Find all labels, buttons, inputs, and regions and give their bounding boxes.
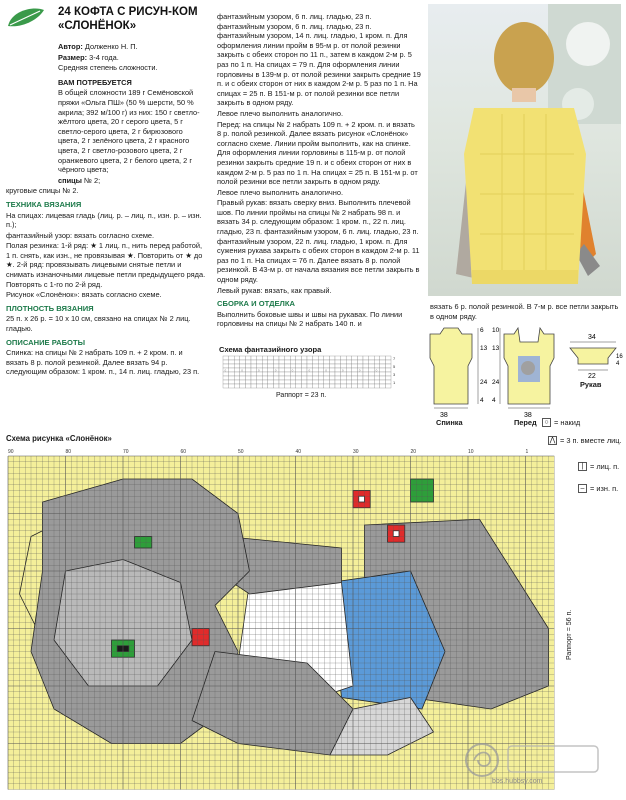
gauge-heading: ПЛОТНОСТЬ ВЯЗАНИЯ: [6, 303, 94, 313]
sleeve-label: Рукав: [580, 380, 602, 389]
legend-k3tog-text: = 3 п. вместе лиц.: [560, 436, 622, 445]
chart-column-number: 40: [295, 449, 302, 455]
photo-caption: вязать 6 р. полой резинкой. В 7-м р. все петли закрыть в одном ряду.: [430, 302, 619, 321]
sleeve-dim-cuff: 4: [616, 361, 620, 367]
purl-symbol: –: [578, 484, 587, 493]
front-dim-1: 10: [492, 327, 500, 334]
pattern-row-number: 7: [393, 356, 396, 361]
knit-symbol: |: [578, 462, 587, 471]
chart-column-number: 60: [180, 449, 187, 455]
flower-center-1: [359, 496, 365, 502]
chart-column-number: 90: [8, 449, 14, 455]
chart-column-number: 20: [410, 449, 417, 455]
front-dim-4: 4: [492, 397, 496, 404]
difficulty-text: Средняя степень сложности.: [58, 63, 158, 73]
left-shoulder-note-1: Левое плечо выполнить аналогично.: [217, 108, 343, 118]
pattern-yarn-over: ○: [274, 368, 277, 373]
technique-text-3: Полая резинка: 1-й ряд: ★ 1 лиц. п., нить перед работой, 1 п. снять, как изн., не провязывая ★. Повторить от ★ до ★. 2-й ряд: провязывать лицевыми снятые петли и снимать изнаночными лицевые петли предыдущего ряда. Повторять с 1-го по 2-й ряд.: [6, 241, 206, 289]
legend-knit-text: = лиц. п.: [590, 462, 620, 471]
elephant-chart-title: Схема рисунка «Слонёнок»: [6, 434, 112, 443]
legend-yarn-over: [542, 418, 580, 427]
pattern-yarn-over: ○: [375, 368, 378, 373]
author-label: Автор:: [58, 42, 83, 51]
back-label: Спинка: [436, 418, 463, 427]
sleeve-schema: [570, 342, 616, 370]
sleeve-bottom-width: 22: [588, 373, 596, 380]
right-sleeve-text: Правый рукав: вязать сверху вниз. Выполнить плечевой шов. По линии проймы на спицы № 2 набрать 98 п. и вязать 34 р. следующим образом: 1 кром. п., 22 п. лиц. гладью, 23 п. фантазийным узором, 6 п. лиц. гладью, 23 п. фантазийным узором, 22 п. лиц. гладью, 1 кром. п. Для сужения рукава закрыть с обеих сторон в каждом 2-м р. 11 раз по 1 п. На спицах = 76 п. Далее вязать 8 р. полой резинкой. В 43-м р. от начала вязания все петли закрыть в одном ряду.: [217, 198, 420, 285]
assembly-text: Выполнить боковые швы и швы на рукавах. По линии горловины на спицы № 2 набрать 140 п. и: [217, 309, 403, 329]
size-value: 3-4 года.: [89, 52, 119, 62]
front-label: Перед: [514, 418, 537, 427]
technique-text-2: фантазийный узор: вязать согласно схеме.: [6, 230, 155, 240]
pattern-chart-title: Схема фантазийного узора: [219, 345, 322, 354]
sleeve-top-width: 34: [588, 334, 596, 341]
front-dim-2: 13: [492, 345, 500, 352]
chart-column-number: 50: [238, 449, 244, 455]
legend-purl: [578, 484, 618, 493]
description-text: Спинка: на спицы № 2 набрать 109 п. + 2 кром. п. и вязать 8 р. полой резинкой. Далее вязать 94 р. следующим образом: 1 кром. п., 14 п. лиц. гладью, 23 п.: [6, 348, 200, 377]
technique-text-1: На спицах: лицевая гладь (лиц. р. – лиц. п., изн. р. – изн. п.);: [6, 210, 202, 230]
meta-block: [6, 42, 206, 185]
materials-text: В общей сложности 189 г Семёновской пряжи «Ольга ПШ» (50 % шерсти, 50 % акрила; 392 м/100 г) из них: 150 г светло-жёлтого цвета, 20 г серого цвета, 5 г светло-серого цвета, 2 г бирюзового цвета, 2 г зелёного цвета, 2 г красного цвета, 2 г светло-розового цвета, 2 г оранжевого цвета, 2 г белого цвета, 2 г чёрного цвета;: [58, 88, 200, 175]
gauge-text: 25 п. х 26 р. = 10 х 10 см, связано на спицах № 2 лиц. гладью.: [6, 314, 191, 334]
front-dim-3: 24: [492, 379, 500, 386]
needles-label: спицы: [58, 175, 82, 185]
flower-center-2: [393, 531, 399, 537]
model-photo: [428, 4, 621, 296]
front-width-label: 38: [524, 412, 532, 419]
pattern-chart: [219, 355, 409, 389]
pattern-rapport: Раппорт = 23 п.: [276, 392, 327, 399]
chart-column-number: 10: [468, 449, 474, 455]
back-schema: [430, 328, 478, 408]
left-column: [6, 42, 206, 378]
pattern-yarn-over: ○: [291, 368, 294, 373]
left-shoulder-note-2: Левое плечо выполнить аналогично.: [217, 187, 343, 197]
pattern-yarn-over: ○: [308, 368, 311, 373]
pattern-yarn-over: ○: [224, 368, 227, 373]
bow: [192, 629, 209, 646]
back-dim-4: 4: [480, 397, 484, 404]
materials-heading: ВАМ ПОТРЕБУЕТСЯ: [58, 77, 132, 87]
pattern-row-number: 3: [393, 372, 396, 377]
left-sleeve-text: Левый рукав: вязать, как правый.: [217, 285, 332, 295]
pattern-row-number: 1: [393, 380, 396, 385]
front-schema: [500, 328, 554, 408]
back-dim-2: 13: [480, 345, 488, 352]
legend-k3tog: [548, 436, 622, 445]
pattern-yarn-over: ○: [241, 368, 244, 373]
back-dim-3: 24: [480, 379, 488, 386]
sleeve-dim-length: 16: [616, 354, 623, 360]
legend-purl-text: = изн. п.: [590, 484, 619, 493]
technique-heading: ТЕХНИКА ВЯЗАНИЯ: [6, 199, 82, 209]
page-title: 24 КОФТА С РИСУН-КОМ «СЛОНЁНОК»: [58, 6, 198, 32]
k3tog-symbol: ⋀: [549, 437, 556, 444]
author-value: Долженко Н. П.: [84, 42, 138, 51]
size-label: Размер:: [58, 52, 88, 62]
pattern-yarn-over: ○: [358, 368, 361, 373]
chart-column-number: 30: [353, 449, 359, 455]
pattern-yarn-over: ○: [257, 368, 260, 373]
assembly-heading: СБОРКА И ОТДЕЛКА: [217, 299, 295, 309]
chart-column-number: 80: [65, 449, 72, 455]
yarn-over-symbol: ○: [542, 418, 551, 427]
back-continuation: фантазийным узором, 6 п. лиц. гладью, 23 п. фантазийным узором, 6 п. лиц. гладью, 23 п. фантазийным узором, 14 п. лиц. гладью, 1 кром. п. Для оформления линии пройм в 95-м р. от полой резинки закрыть с обеих сторон по 11 п., затем в каждом 2-м р. 5 раз по 1 п. На спицах = 79 п. Для оформления линии горловины в 139-м р. от полой резинки закрыть средние 19 п. и с обеих сторон от них в каждом 2-м р. 5 раз по 1 п. На спицах = 25 п. В 151-м р. от полой резинки все петли закрыть в одном ряду.: [217, 12, 421, 108]
back-dim-1: 6: [480, 327, 484, 334]
watermark-url: bbs.hubbsy.com: [492, 778, 543, 785]
pattern-yarn-over: ○: [341, 368, 344, 373]
pattern-row-number: 5: [393, 364, 396, 369]
elephant-rapport: Раппорт = 56 п.: [566, 609, 573, 660]
technique-text-4: Рисунок «Слонёнок»: вязать согласно схеме.: [6, 290, 162, 300]
circular-needles-text: круговые спицы № 2.: [6, 186, 79, 196]
legend-knit: [578, 462, 619, 471]
legend-yarn-over-text: = накид: [554, 418, 581, 427]
leaf-icon: [6, 6, 46, 28]
pattern-yarn-over: ○: [325, 368, 328, 373]
back-width-label: 38: [440, 412, 448, 419]
chart-column-number: 70: [123, 449, 129, 455]
garment-schemas: [428, 318, 622, 430]
front-text: Перед: на спицы № 2 набрать 109 п. + 2 кром. п. и вязать 8 р. полой резинкой. Далее вязать рисунок «Слонёнок» согласно схеме. Линии пройм выполнить, как на спинке. Для оформления линии горловины в 115-м р. от полой резинки закрыть средние 19 п. и с обеих сторон от них в каждом 2-м р. 5 раз по 1 п. На спицах = 25 п. В 151-м р. от полой резинки все петли закрыть в одном ряду.: [217, 119, 418, 187]
needles-value: № 2;: [84, 175, 101, 185]
description-heading: ОПИСАНИЕ РАБОТЫ: [6, 337, 86, 347]
middle-column: [217, 12, 421, 330]
chart-column-number: 1: [525, 449, 529, 455]
